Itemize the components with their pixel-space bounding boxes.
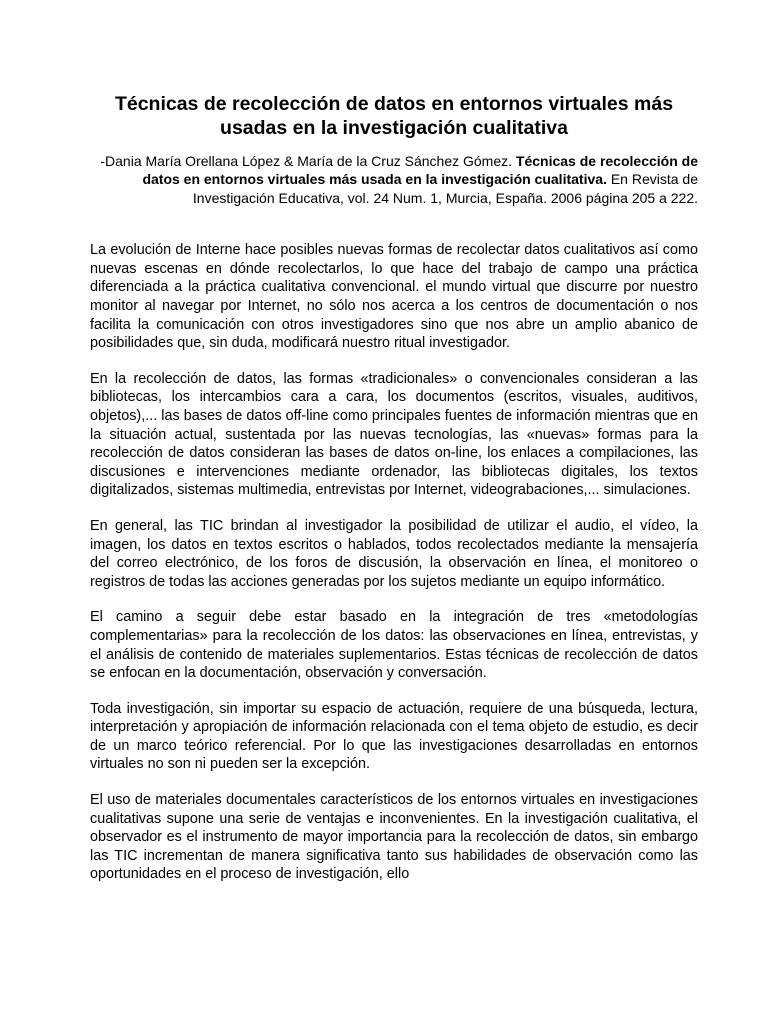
title-line-1: Técnicas de recolección de datos en entornos virtuales más <box>114 93 674 115</box>
paragraph-3: En general, las TIC brindan al investigador la posibilidad de utilizar el audio, el vídeo, la imagen, los datos en textos escritos o hablados, todos recolectados mediante la mensajería del correo electrónico, de los foros de discusión, la observación en línea, el monitoreo o registros de todas las acciones generadas por los sujetos mediante un equipo informático. <box>90 517 698 590</box>
citation-authors: -Dania María Orellana López & María de la Cruz Sánchez Gómez. <box>100 153 516 169</box>
paragraph-4: El camino a seguir debe estar basado en la integración de tres «metodologías complementarias» para la recolección de los datos: las observaciones en línea, entrevistas, y el análisis de contenido de materiales suplementarios. Estas técnicas de recolección de datos se enfocan en la documentación, observación y conversación. <box>90 609 698 682</box>
paragraph-5: Toda investigación, sin importar su espacio de actuación, requiere de una búsqueda, lectura, interpretación y apropiación de información relacionada con el tema objeto de estudio, es decir de un marco teórico referencial. Por lo que las investigaciones desarrolladas en entornos virtuales no son ni pueden ser la excepción. <box>90 700 698 773</box>
title-line-2: usadas en la investigación cualitativa <box>220 117 568 139</box>
document-page <box>90 92 698 884</box>
paragraph-1: La evolución de Interne hace posibles nuevas formas de recolectar datos cualitativos así como nuevas escenas en dónde recolectarlos, lo que hace del trabajo de campo una práctica diferenciada a la práctica cualitativa convencional. el mundo virtual que discurre por nuestro monitor al navegar por Internet, no sólo nos acerca a los centros de documentación o nos facilita la comunicación con otros investigadores sino que nos abre un amplio abanico de posibilidades que, sin duda, modificará nuestro ritual investigador. <box>90 242 698 352</box>
paragraph-2: En la recolección de datos, las formas «tradicionales» o convencionales consideran a las bibliotecas, los intercambios cara a cara, los documentos (escritos, visuales, auditivos, objetos),... las bases de datos off-line como principales fuentes de información mientras que en la situación actual, sustentada por las nuevas tecnologías, las «nuevas» formas para la recolección de datos consideran las bases de datos on-line, los enlaces a compilaciones, las discusiones e intervenciones mediante ordenador, las bibliotecas digitales, los textos digitalizados, sistemas multimedia, entrevistas por Internet, videograbaciones,... simulaciones. <box>90 370 698 499</box>
citation-work-title: Técnicas de recolección de datos en entornos virtuales más usada en la investigación cualitativa. <box>142 153 698 188</box>
document-title <box>90 92 698 140</box>
paragraph-6: El uso de materiales documentales característicos de los entornos virtuales en investigaciones cualitativas supone una serie de ventajas e inconvenientes. En la investigación cualitativa, el observador es el instrumento de mayor importancia para la recolección de datos, sin embargo las TIC incrementan de manera significativa tanto sus habilidades de observación como las oportunidades en el proceso de investigación, ello <box>90 792 698 883</box>
citation <box>90 152 698 207</box>
body-text <box>90 241 698 884</box>
citation-source: En Revista de Investigación Educativa, vol. 24 Num. 1, Murcia, España. 2006 página 205 a 222. <box>192 171 698 206</box>
